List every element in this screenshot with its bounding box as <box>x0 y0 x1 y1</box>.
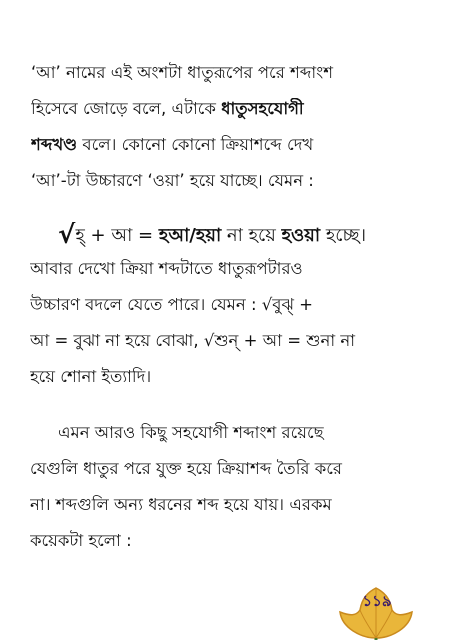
text-line: আ = বুঝা না হয়ে বোঝা, √শুন্ + আ = শুনা না <box>30 331 355 350</box>
text-line: যেগুলি ধাতুর পরে যুক্ত হয়ে ক্রিয়াশব্দ তৈরি করে <box>30 459 342 478</box>
text-line: ‘আ’-টা উচ্চারণে ‘ওয়া’ হয়ে যাচ্ছে। যেমন : <box>31 171 314 190</box>
bold-term: শব্দখণ্ড <box>31 135 78 154</box>
formula-bold: হওয়া <box>281 225 321 246</box>
text-line: না। শব্দগুলি অন্য ধরনের শব্দ হয়ে যায়। এরকম <box>30 495 332 514</box>
text-run: হিসেবে জোড়ে বলে, এটাকে <box>31 99 222 118</box>
text-line: হয়ে শোনা ইত্যাদি। <box>30 367 152 386</box>
text-line <box>31 134 403 156</box>
text-line: আবার দেখো ক্রিয়া শব্দটাতে ধাতুরূপটারও <box>30 259 303 278</box>
text-line: উচ্চারণ বদলে যেতে পারে। যেমন : √বুঝ্ + <box>30 295 314 314</box>
formula-bold: হআ/হয়া <box>158 225 222 246</box>
text-line <box>31 98 403 120</box>
page-number: ১১৯ <box>362 592 392 610</box>
formula-part: হ্ + আ = <box>75 225 159 246</box>
formula-line <box>58 222 408 247</box>
root-symbol: √ <box>58 222 76 247</box>
text-line: এমন আরও কিছু সহযোগী শব্দাংশ রয়েছে <box>58 423 324 442</box>
bold-term: ধাতুসহযোগী <box>221 99 304 118</box>
text-run: বলে। কোনো কোনো ক্রিয়াশব্দে দেখ <box>77 135 314 154</box>
formula-part: হচ্ছে। <box>320 225 367 246</box>
text-line: কয়েকটা হলো : <box>30 531 132 550</box>
text-line: ‘আ’ নামের এই অংশটা ধাতুরূপের পরে শব্দাংশ <box>31 63 334 82</box>
formula-part: না হয়ে <box>221 225 282 246</box>
